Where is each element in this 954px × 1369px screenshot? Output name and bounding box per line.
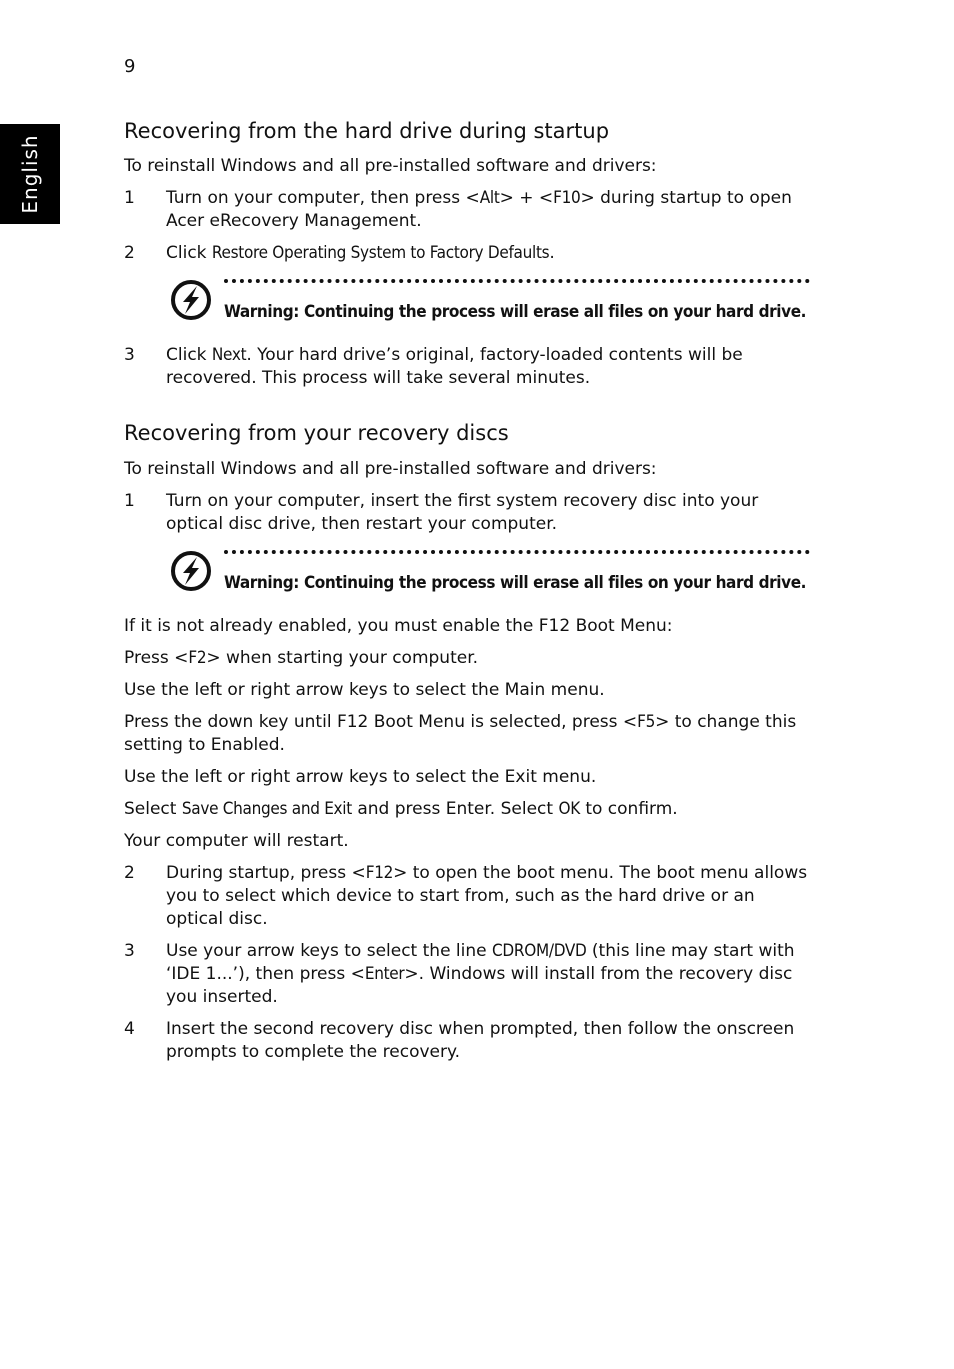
- step-number: 2: [124, 243, 135, 264]
- key-enter: Enter: [364, 963, 405, 984]
- step-number: 3: [124, 940, 135, 961]
- section1-step-2: [124, 242, 810, 265]
- paragraph: Use the left or right arrow keys to select the Exit menu.: [124, 766, 597, 787]
- section2-intro: To reinstall Windows and all pre-installed software and drivers:: [124, 458, 657, 479]
- key-f10: F10: [553, 188, 581, 209]
- language-tab-label: English: [18, 134, 42, 214]
- step-text: Turn on your computer, then press <Alt> + <F10> during startup to open Acer eRecovery Management.: [166, 188, 792, 232]
- warning-text: Warning: Continuing the process will erase all files on your hard drive.: [224, 302, 807, 323]
- step-text: Insert the second recovery disc when prompted, then follow the onscreen prompts to complete the recovery.: [166, 1018, 795, 1062]
- section1-title: Recovering from the hard drive during startup: [124, 119, 610, 143]
- key-alt: Alt: [479, 188, 500, 209]
- dotted-divider: [224, 550, 810, 554]
- step-number: 4: [124, 1018, 135, 1039]
- dotted-divider: [224, 279, 810, 283]
- paragraph: If it is not already enabled, you must enable the F12 Boot Menu:: [124, 615, 673, 636]
- paragraph: Your computer will restart.: [124, 830, 349, 851]
- section2-title: Recovering from your recovery discs: [124, 421, 509, 446]
- section1-step-3: [124, 344, 810, 390]
- menu-option-save-exit: Save Changes and Exit: [181, 798, 352, 819]
- step-number: 2: [124, 862, 135, 883]
- warning-text: Warning: Continuing the process will erase all files on your hard drive.: [224, 572, 807, 593]
- step-number: 1: [124, 188, 135, 209]
- section2-step-4: [124, 1018, 810, 1064]
- step-text: During startup, press <F12> to open the boot menu. The boot menu allows you to select which device to start from, such as the hard drive or an optical disc.: [166, 862, 808, 929]
- section2-step-2: [124, 862, 810, 931]
- section1-intro: To reinstall Windows and all pre-installed software and drivers:: [124, 156, 657, 177]
- warning-lightning-icon: [170, 279, 212, 321]
- page-number: 9: [124, 56, 136, 77]
- warning-lightning-icon: [170, 550, 212, 592]
- warning-block: [124, 279, 810, 324]
- language-tab: [0, 124, 60, 224]
- step-text: Click Next. Your hard drive’s original, factory-loaded contents will be recovered. This process will take several minutes.: [166, 345, 743, 389]
- menu-option-restore: Restore Operating System to Factory Defaults: [211, 243, 550, 264]
- section2-step-3: [124, 940, 810, 1009]
- button-next: Next: [211, 345, 247, 366]
- step-number: 3: [124, 345, 135, 366]
- step-number: 1: [124, 490, 135, 511]
- button-ok: OK: [558, 798, 580, 819]
- paragraph: Press <F2> when starting your computer.: [124, 647, 479, 668]
- step-text: Turn on your computer, insert the first system recovery disc into your optical disc drive, then restart your computer.: [166, 490, 759, 534]
- key-f12: F12: [365, 862, 394, 883]
- section2-step-1: [124, 490, 810, 536]
- key-f2: F2: [188, 647, 207, 668]
- warning-block: [124, 550, 810, 595]
- paragraph: Press the down key until F12 Boot Menu is selected, press <F5> to change this setting to Enabled.: [124, 711, 797, 755]
- section1-step-1: [124, 187, 810, 233]
- paragraph: Select Save Changes and Exit and press Enter. Select OK to confirm.: [124, 798, 678, 819]
- main-content: [124, 118, 810, 1073]
- paragraph: Use the left or right arrow keys to select the Main menu.: [124, 679, 605, 700]
- step-text: Click Restore Operating System to Factory Defaults.: [166, 243, 555, 264]
- menu-option-cdrom: CDROM/DVD: [492, 940, 587, 961]
- key-f5: F5: [637, 711, 656, 732]
- step-text: Use your arrow keys to select the line CDROM/DVD (this line may start with ‘IDE 1...’), then press <Enter>. Windows will install from the recovery disc you inserted.: [166, 940, 795, 1007]
